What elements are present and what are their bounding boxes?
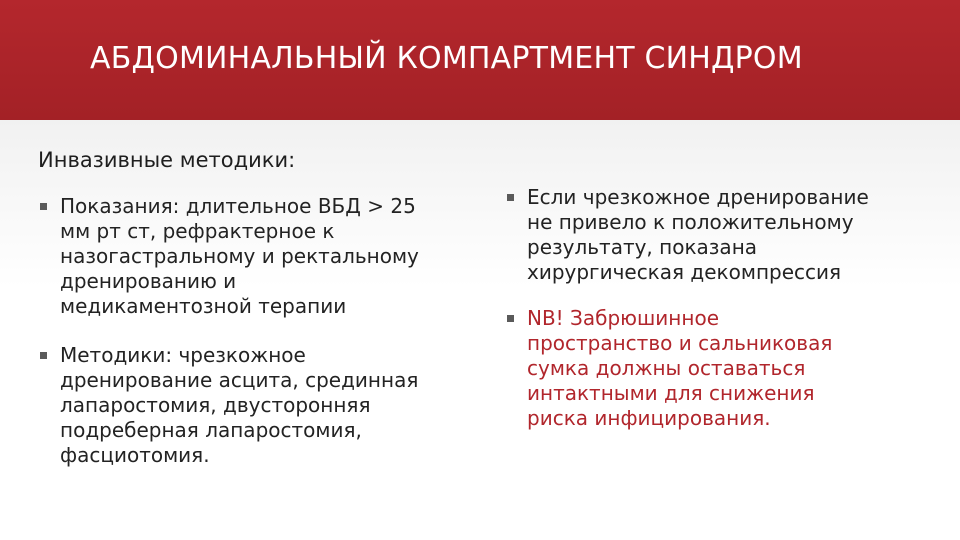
- bullet-line: интактными для снижения: [527, 381, 815, 405]
- bullet-line: фасциотомия.: [60, 443, 210, 467]
- bullet-line: подреберная лапаростомия,: [60, 418, 362, 442]
- bullet-line: дренирование асцита, срединная: [60, 368, 419, 392]
- section-subtitle: Инвазивные методики:: [38, 148, 296, 172]
- bullet-line: результату, показана: [527, 235, 758, 259]
- square-bullet-icon: [507, 315, 514, 322]
- bullet-line: не привело к положительному: [527, 210, 854, 234]
- square-bullet-icon: [40, 352, 47, 359]
- bullet-line: NB! Забрюшинное: [527, 306, 719, 330]
- slide-title: АБДОМИНАЛЬНЫЙ КОМПАРТМЕНТ СИНДРОМ: [90, 41, 803, 76]
- left-column: [40, 194, 480, 468]
- bullet-line: хирургическая декомпрессия: [527, 260, 842, 284]
- bullet-nb-warning: [507, 306, 947, 431]
- bullet-line: Показания: длительное ВБД > 25: [60, 194, 416, 218]
- square-bullet-icon: [40, 203, 47, 210]
- bullet-line: сумка должны оставаться: [527, 356, 806, 380]
- bullet-line: медикаментозной терапии: [60, 294, 347, 318]
- bullet-line: назогастральному и ректальному: [60, 244, 419, 268]
- bullet-line: пространство и сальниковая: [527, 331, 833, 355]
- bullet-line: риска инфицирования.: [527, 406, 771, 430]
- square-bullet-icon: [507, 194, 514, 201]
- bullet-line: мм рт ст, рефрактерное к: [60, 219, 335, 243]
- bullet-line: Если чрезкожное дренирование: [527, 185, 869, 209]
- right-column: [507, 185, 947, 431]
- bullet-line: Методики: чрезкожное: [60, 343, 306, 367]
- bullet-indications: [40, 194, 480, 319]
- bullet-methods: [40, 343, 480, 468]
- bullet-line: лапаростомия, двусторонняя: [60, 393, 371, 417]
- bullet-surgical-decompression: [507, 185, 947, 285]
- title-bar: [0, 0, 960, 120]
- bullet-line: дренированию и: [60, 269, 237, 293]
